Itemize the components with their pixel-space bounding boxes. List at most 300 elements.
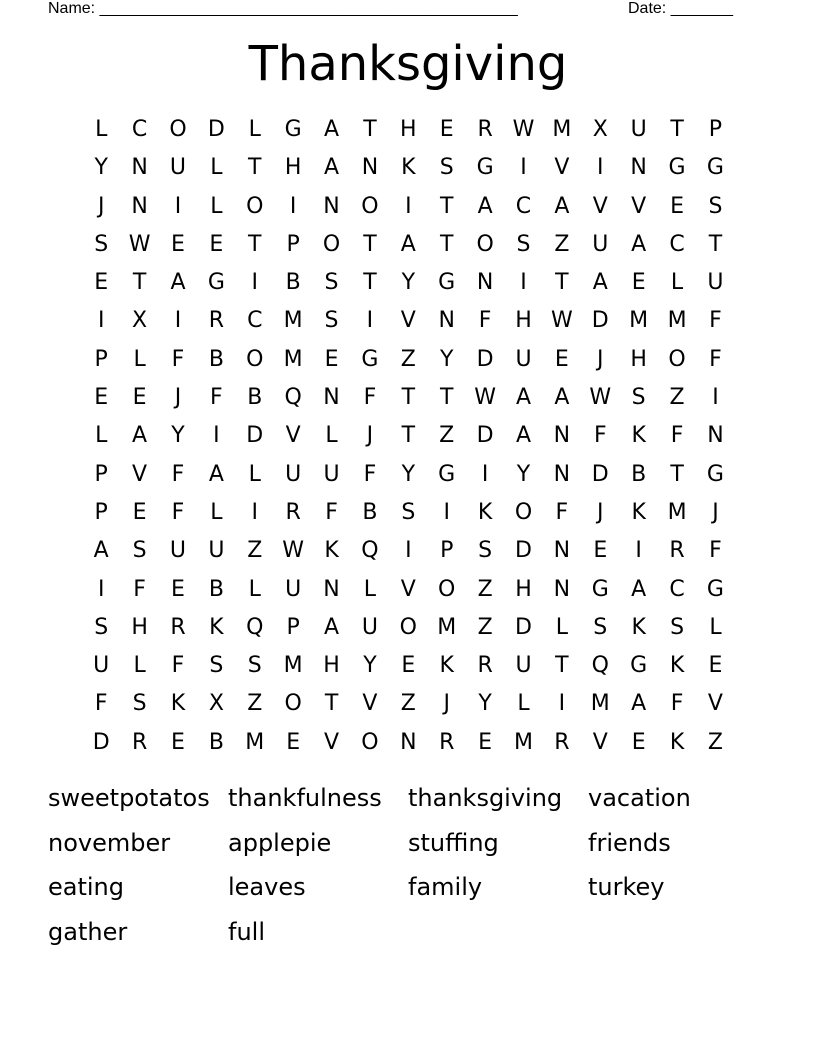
- grid-letter: U: [323, 461, 340, 487]
- grid-letter: L: [133, 653, 146, 679]
- word-list-item: stuffing: [408, 828, 499, 857]
- grid-letter: D: [515, 614, 532, 640]
- grid-letter: X: [132, 308, 148, 334]
- grid-letter: M: [283, 653, 303, 679]
- grid-letter: A: [515, 423, 532, 449]
- grid-letter: F: [171, 653, 185, 679]
- grid-letter: C: [247, 308, 263, 334]
- grid-letter: T: [555, 270, 569, 296]
- grid-letter: O: [476, 231, 494, 257]
- grid-letter: O: [246, 193, 264, 219]
- grid-letter: T: [363, 231, 377, 257]
- grid-letter: D: [476, 346, 494, 372]
- grid-letter: V: [324, 729, 340, 755]
- grid-letter: P: [440, 538, 454, 564]
- grid-letter: P: [286, 231, 300, 257]
- grid-letter: E: [209, 231, 224, 257]
- grid-letter: I: [443, 499, 450, 525]
- grid-letter: S: [478, 538, 493, 564]
- grid-letter: L: [670, 270, 684, 296]
- grid-letter: G: [630, 653, 648, 679]
- word-list-item: november: [48, 828, 171, 857]
- grid-letter: G: [438, 461, 456, 487]
- grid-letter: J: [597, 499, 604, 525]
- grid-letter: I: [405, 538, 412, 564]
- grid-letter: U: [630, 117, 647, 142]
- grid-letter: H: [400, 117, 417, 142]
- grid-letter: M: [667, 499, 687, 525]
- grid-letter: U: [592, 231, 609, 257]
- grid-letter: W: [474, 385, 496, 411]
- grid-letter: Z: [400, 346, 416, 372]
- grid-letter: I: [520, 155, 527, 181]
- grid-letter: Z: [247, 538, 263, 564]
- grid-letter: H: [131, 614, 148, 640]
- grid-letter: L: [210, 193, 223, 219]
- grid-letter: A: [631, 231, 647, 257]
- grid-letter: E: [286, 729, 301, 755]
- grid-letter: P: [94, 346, 108, 372]
- grid-letter: S: [209, 653, 224, 679]
- grid-letter: M: [552, 117, 572, 142]
- grid-letter: Y: [516, 461, 531, 487]
- grid-letter: A: [208, 461, 224, 487]
- grid-letter: K: [631, 614, 646, 640]
- grid-letter: J: [366, 423, 374, 449]
- grid-letter: Q: [591, 653, 609, 679]
- grid-letter: H: [515, 308, 532, 334]
- grid-letter: S: [670, 614, 685, 640]
- grid-letter: E: [324, 346, 339, 372]
- grid-letter: F: [94, 691, 108, 717]
- grid-letter: Q: [284, 385, 302, 411]
- grid-letter: Y: [401, 270, 416, 296]
- grid-letter: B: [208, 346, 224, 372]
- grid-letter: N: [553, 576, 571, 602]
- word-list-item: thanksgiving: [408, 784, 563, 812]
- grid-letter: T: [439, 193, 454, 219]
- grid-letter: W: [282, 538, 305, 564]
- grid-letter: V: [400, 576, 416, 602]
- grid-letter: L: [248, 117, 261, 142]
- grid-letter: Y: [439, 346, 454, 372]
- grid-letter: U: [285, 461, 302, 487]
- grid-letter: E: [478, 729, 493, 755]
- grid-letter: N: [553, 461, 571, 487]
- grid-letter: E: [708, 653, 723, 679]
- grid-letter: G: [207, 270, 225, 296]
- grid-letter: D: [207, 117, 225, 142]
- grid-letter: D: [591, 461, 609, 487]
- grid-letter: V: [554, 155, 570, 181]
- grid-letter: M: [590, 691, 610, 717]
- grid-letter: E: [171, 231, 185, 257]
- grid-letter: N: [476, 270, 494, 296]
- grid-letter: F: [670, 423, 684, 449]
- grid-letter: S: [324, 270, 339, 296]
- grid-letter: Z: [477, 576, 493, 602]
- word-list-item: applepie: [228, 828, 332, 857]
- grid-letter: M: [667, 308, 687, 334]
- grid-letter: E: [94, 270, 109, 296]
- grid-letter: F: [171, 346, 185, 372]
- grid-letter: L: [95, 117, 108, 142]
- grid-letter: C: [515, 193, 532, 219]
- grid-letter: R: [131, 729, 148, 755]
- grid-letter: I: [251, 499, 258, 525]
- grid-letter: N: [553, 423, 571, 449]
- grid-letter: I: [712, 385, 719, 411]
- grid-letter: O: [322, 231, 341, 257]
- grid-letter: G: [706, 155, 724, 181]
- grid-letter: P: [708, 117, 723, 142]
- word-list-item: leaves: [228, 873, 306, 901]
- grid-letter: J: [443, 691, 450, 717]
- grid-letter: V: [707, 691, 723, 717]
- word-list-item: eating: [48, 873, 124, 901]
- grid-letter: T: [439, 385, 454, 411]
- grid-letter: B: [362, 499, 378, 525]
- grid-letter: Q: [361, 538, 379, 564]
- grid-letter: T: [401, 385, 416, 411]
- grid-letter: J: [174, 385, 182, 411]
- grid-letter: N: [131, 193, 148, 219]
- grid-letter: G: [438, 270, 456, 296]
- grid-letter: F: [478, 308, 492, 334]
- grid-letter: Y: [363, 653, 377, 679]
- grid-letter: Y: [171, 423, 185, 449]
- grid-letter: I: [97, 576, 105, 602]
- grid-letter: F: [555, 499, 569, 525]
- grid-letter: O: [284, 691, 302, 717]
- grid-letter: I: [405, 193, 412, 219]
- grid-letter: P: [286, 614, 300, 640]
- grid-letter: T: [670, 461, 684, 487]
- grid-letter: U: [707, 270, 724, 296]
- grid-letter: L: [248, 461, 261, 487]
- word-list-item: vacation: [588, 784, 691, 812]
- grid-letter: V: [631, 193, 647, 219]
- grid-letter: S: [132, 538, 147, 564]
- grid-letter: B: [208, 729, 224, 755]
- grid-letter: S: [324, 308, 339, 334]
- grid-letter: K: [669, 653, 685, 679]
- grid-letter: A: [170, 270, 186, 296]
- grid-letter: N: [361, 155, 379, 181]
- grid-letter: W: [551, 308, 573, 334]
- grid-letter: Z: [247, 691, 263, 717]
- grid-letter: F: [133, 576, 146, 602]
- grid-letter: I: [597, 155, 604, 181]
- grid-letter: B: [631, 461, 647, 487]
- grid-letter: U: [169, 155, 187, 181]
- grid-letter: G: [668, 155, 686, 181]
- grid-letter: U: [361, 614, 378, 640]
- grid-letter: A: [324, 117, 340, 142]
- grid-letter: E: [94, 385, 109, 411]
- grid-letter: C: [131, 117, 148, 142]
- grid-letter: S: [247, 653, 262, 679]
- grid-letter: G: [361, 346, 379, 372]
- grid-letter: T: [708, 231, 723, 257]
- grid-letter: A: [554, 385, 570, 411]
- grid-letter: P: [94, 461, 108, 487]
- grid-letter: P: [94, 499, 108, 525]
- grid-letter: E: [132, 499, 147, 525]
- grid-letter: I: [520, 270, 527, 296]
- grid-letter: N: [323, 385, 340, 411]
- grid-letter: S: [94, 231, 109, 257]
- grid-letter: A: [631, 691, 647, 717]
- header: [48, 0, 748, 20]
- grid-letter: K: [209, 614, 224, 640]
- grid-letter: Q: [246, 614, 264, 640]
- grid-letter: D: [476, 423, 494, 449]
- grid-letter: H: [284, 155, 302, 181]
- grid-letter: T: [401, 423, 416, 449]
- grid-letter: E: [631, 270, 646, 296]
- grid-letter: W: [128, 231, 151, 257]
- grid-letter: A: [400, 231, 416, 257]
- word-list-item: family: [408, 873, 483, 901]
- grid-letter: V: [362, 691, 378, 717]
- grid-letter: T: [132, 270, 147, 296]
- grid-letter: S: [593, 614, 608, 640]
- grid-letter: D: [515, 538, 532, 564]
- grid-letter: R: [208, 308, 225, 334]
- grid-letter: F: [709, 538, 722, 564]
- grid-letter: F: [593, 423, 607, 449]
- grid-letter: Z: [669, 385, 685, 411]
- grid-letter: O: [514, 499, 533, 525]
- grid-letter: O: [668, 346, 686, 372]
- grid-letter: E: [439, 117, 454, 142]
- grid-letter: C: [669, 231, 685, 257]
- grid-letter: O: [438, 576, 456, 602]
- grid-letter: S: [94, 614, 109, 640]
- grid-letter: U: [515, 346, 532, 372]
- grid-letter: X: [592, 117, 608, 142]
- grid-letter: T: [670, 117, 684, 142]
- grid-letter: V: [592, 729, 608, 755]
- grid-letter: I: [251, 270, 258, 296]
- grid-letter: I: [366, 308, 374, 334]
- grid-letter: Y: [478, 691, 492, 717]
- grid-letter: W: [589, 385, 612, 411]
- grid-letter: M: [514, 729, 533, 755]
- word-list-item: sweetpotatos: [48, 784, 210, 812]
- grid-letter: F: [171, 499, 185, 525]
- grid-letter: E: [554, 346, 569, 372]
- grid-letter: E: [132, 385, 147, 411]
- grid-letter: S: [631, 385, 646, 411]
- grid-letter: E: [171, 729, 185, 755]
- grid-letter: N: [438, 308, 455, 334]
- grid-letter: N: [323, 576, 340, 602]
- grid-letter: L: [555, 614, 569, 640]
- grid-letter: S: [516, 231, 531, 257]
- grid-letter: A: [324, 614, 340, 640]
- grid-letter: L: [517, 691, 530, 717]
- grid-letter: K: [477, 499, 493, 525]
- grid-letter: F: [363, 461, 377, 487]
- grid-letter: U: [93, 653, 110, 679]
- grid-letter: M: [629, 308, 649, 334]
- grid-letter: H: [515, 576, 532, 602]
- grid-letter: G: [706, 461, 724, 487]
- grid-letter: T: [555, 653, 569, 679]
- grid-letter: E: [593, 538, 608, 564]
- grid-letter: Z: [707, 729, 723, 755]
- grid-letter: I: [174, 308, 182, 334]
- word-list-item: gather: [48, 917, 128, 946]
- grid-letter: S: [401, 499, 416, 525]
- grid-letter: L: [325, 423, 338, 449]
- grid-letter: F: [325, 499, 338, 525]
- grid-letter: Z: [554, 231, 570, 257]
- grid-letter: U: [169, 538, 187, 564]
- grid-letter: K: [439, 653, 454, 679]
- grid-letter: K: [669, 729, 685, 755]
- grid-letter: L: [133, 346, 146, 372]
- grid-letter: D: [591, 308, 609, 334]
- page-title: Thanksgiving: [248, 36, 568, 92]
- grid-letter: N: [553, 538, 571, 564]
- grid-letter: C: [669, 576, 685, 602]
- grid-letter: G: [476, 155, 494, 181]
- grid-letter: L: [210, 499, 223, 525]
- grid-letter: A: [515, 385, 532, 411]
- grid-letter: A: [324, 155, 340, 181]
- grid-letter: T: [363, 117, 377, 142]
- grid-letter: E: [670, 193, 684, 219]
- letter-grid: [82, 111, 735, 762]
- grid-letter: A: [554, 193, 570, 219]
- grid-letter: I: [97, 308, 105, 334]
- grid-letter: Z: [477, 614, 493, 640]
- grid-letter: V: [592, 193, 608, 219]
- grid-letter: F: [210, 385, 223, 411]
- grid-letter: R: [477, 653, 493, 679]
- grid-letter: J: [97, 193, 105, 219]
- grid-letter: N: [630, 155, 647, 181]
- grid-letter: I: [289, 193, 297, 219]
- grid-letter: B: [208, 576, 224, 602]
- grid-letter: O: [246, 346, 264, 372]
- word-list-item: full: [228, 917, 265, 946]
- grid-letter: L: [248, 576, 261, 602]
- grid-letter: B: [285, 270, 301, 296]
- grid-letter: D: [92, 729, 110, 755]
- word-list-item: thankfulness: [228, 784, 382, 812]
- grid-letter: I: [558, 691, 566, 717]
- grid-letter: V: [400, 308, 416, 334]
- grid-letter: E: [631, 729, 646, 755]
- grid-letter: U: [285, 576, 302, 602]
- grid-letter: M: [283, 346, 303, 372]
- grid-letter: Z: [400, 691, 416, 717]
- grid-letter: L: [95, 423, 108, 449]
- grid-letter: S: [439, 155, 454, 181]
- grid-letter: B: [247, 385, 263, 411]
- grid-letter: F: [363, 385, 377, 411]
- grid-letter: Z: [439, 423, 455, 449]
- grid-letter: R: [285, 499, 301, 525]
- grid-letter: K: [631, 423, 646, 449]
- grid-letter: U: [208, 538, 225, 564]
- grid-letter: F: [709, 346, 722, 372]
- grid-letter: L: [709, 614, 722, 640]
- grid-letter: O: [169, 117, 187, 142]
- grid-letter: M: [437, 614, 457, 640]
- grid-letter: A: [93, 538, 109, 564]
- grid-letter: S: [132, 691, 147, 717]
- word-list: [48, 776, 768, 954]
- grid-letter: R: [554, 729, 570, 755]
- grid-letter: A: [631, 576, 647, 602]
- grid-letter: R: [669, 538, 685, 564]
- name-field: Name: _______________________________________________: [48, 0, 518, 17]
- grid-letter: E: [171, 576, 185, 602]
- grid-letter: T: [248, 231, 262, 257]
- date-field: Date: _______: [628, 0, 733, 17]
- grid-letter: T: [324, 691, 339, 717]
- grid-letter: H: [323, 653, 340, 679]
- grid-letter: E: [401, 653, 416, 679]
- grid-letter: R: [439, 729, 455, 755]
- grid-letter: L: [210, 155, 223, 181]
- grid-letter: A: [592, 270, 608, 296]
- grid-letter: T: [363, 270, 377, 296]
- word-list-item: friends: [588, 828, 671, 857]
- grid-letter: I: [213, 423, 220, 449]
- grid-letter: S: [708, 193, 723, 219]
- grid-letter: I: [481, 461, 489, 487]
- grid-letter: V: [132, 461, 148, 487]
- grid-letter: G: [591, 576, 609, 602]
- grid-letter: Y: [94, 155, 108, 181]
- grid-letter: U: [515, 653, 532, 679]
- grid-letter: A: [477, 193, 493, 219]
- grid-letter: O: [361, 729, 379, 755]
- grid-letter: V: [285, 423, 301, 449]
- grid-letter: D: [246, 423, 264, 449]
- grid-letter: R: [170, 614, 186, 640]
- grid-letter: M: [283, 308, 303, 334]
- grid-letter: J: [712, 499, 719, 525]
- grid-letter: H: [630, 346, 647, 372]
- grid-letter: K: [324, 538, 339, 564]
- grid-letter: O: [399, 614, 417, 640]
- grid-letter: N: [323, 193, 340, 219]
- grid-letter: L: [363, 576, 377, 602]
- grid-letter: G: [706, 576, 724, 602]
- grid-letter: O: [361, 193, 379, 219]
- grid-letter: G: [284, 117, 302, 142]
- grid-letter: K: [401, 155, 416, 181]
- grid-letter: A: [132, 423, 148, 449]
- grid-letter: K: [170, 691, 186, 717]
- grid-letter: F: [709, 308, 722, 334]
- grid-letter: F: [670, 691, 684, 717]
- grid-letter: F: [171, 461, 185, 487]
- grid-letter: J: [597, 346, 604, 372]
- word-list-item: turkey: [588, 873, 665, 901]
- grid-letter: K: [631, 499, 646, 525]
- grid-letter: M: [245, 729, 265, 755]
- grid-letter: I: [174, 193, 182, 219]
- grid-letter: T: [439, 231, 454, 257]
